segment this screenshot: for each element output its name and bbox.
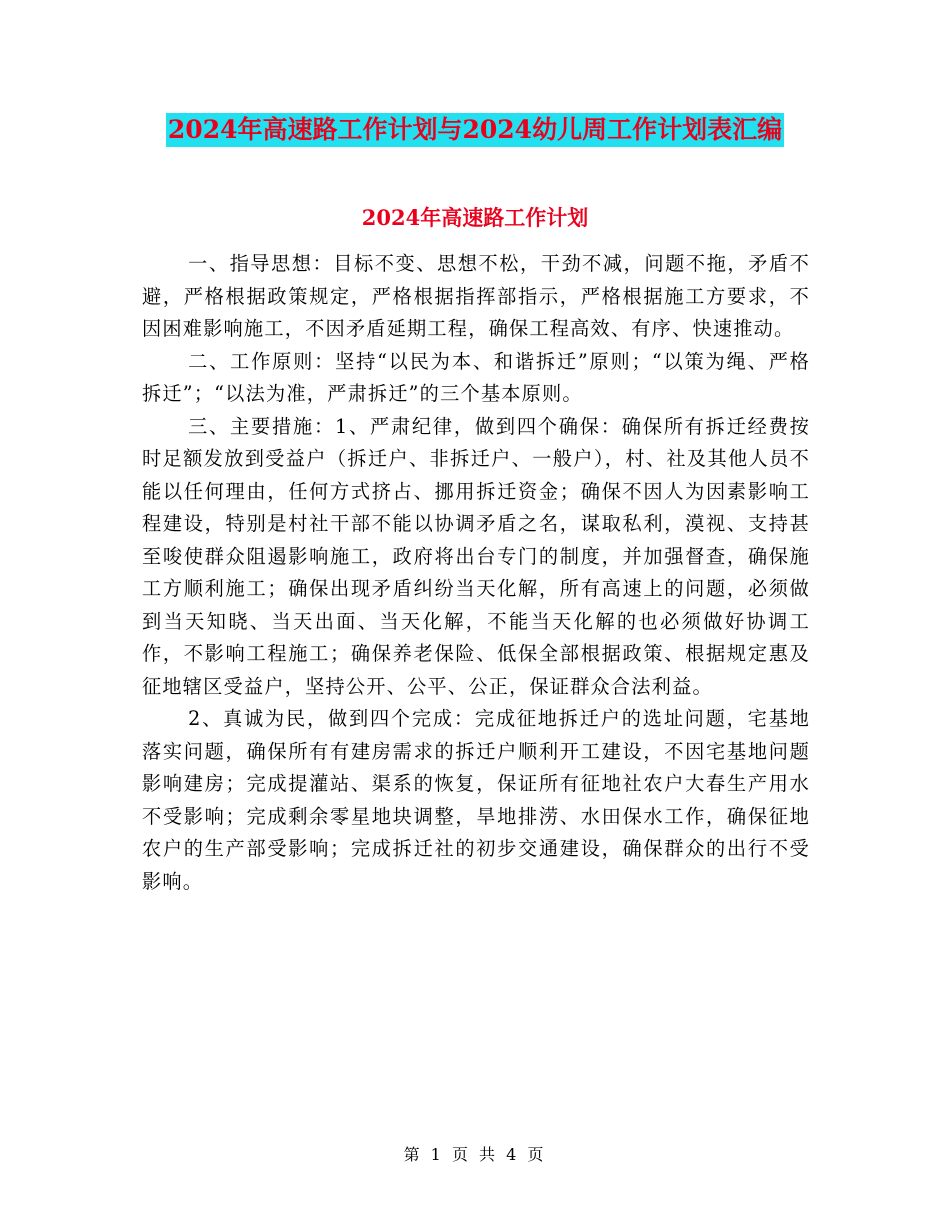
paragraph-four-completions: 2、真诚为民，做到四个完成：完成征地拆迁户的选址问题，宅基地落实问题，确保所有有建房需求的拆迁户顺利开工建设，不因宅基地问题影响建房；完成提灌站、渠系的恢复，保证所有征地社农户大春生产用水不受影响；完成剩余零星地块调整，旱地排涝、水田保水工作，确保征地农户的生产部受影响；完成拆迁社的初步交通建设，确保群众的出行不受影响。 — [142, 707, 810, 893]
page-footer: 第 1 页 共 4 页 — [403, 1145, 547, 1164]
section-title: 2024年高速路工作计划 — [361, 205, 589, 230]
document-title-wrap — [0, 113, 950, 147]
paragraph-work-principles: 二、工作原则：坚持“以民为本、和谐拆迁”原则；“以策为绳、严格拆迁”；“以法为准，严肃拆迁”的三个基本原则。 — [142, 349, 810, 405]
paragraph-guiding-thought: 一、指导思想：目标不变、思想不松，干劲不减，问题不拖，矛盾不避，严格根据政策规定，严格根据指挥部指示，严格根据施工方要求，不因困难影响施工，不因矛盾延期工程，确保工程高效、有序、快速推动。 — [142, 252, 810, 340]
document-title: 2024年高速路工作计划与2024幼儿周工作计划表汇编 — [166, 113, 784, 147]
document-body — [142, 248, 810, 898]
paragraph-main-measures: 三、主要措施：1、严肃纪律，做到四个确保：确保所有拆迁经费按时足额发放到受益户（拆迁户、非拆迁户、一般户），村、社及其他人员不能以任何理由，任何方式挤占、挪用拆迁资金；确保不因人为因素影响工程建设，特别是村社干部不能以协调矛盾之名，谋取私利，漠视、支持甚至唆使群众阻遏影响施工，政府将出台专门的制度，并加强督查，确保施工方顺利施工；确保出现矛盾纠纷当天化解，所有高速上的问题，必须做到当天知晓、当天出面、当天化解，不能当天化解的也必须做好协调工作，不影响工程施工；确保养老保险、低保全部根据政策、根据规定惠及征地辖区受益户，坚持公开、公平、公正，保证群众合法利益。 — [142, 414, 810, 698]
